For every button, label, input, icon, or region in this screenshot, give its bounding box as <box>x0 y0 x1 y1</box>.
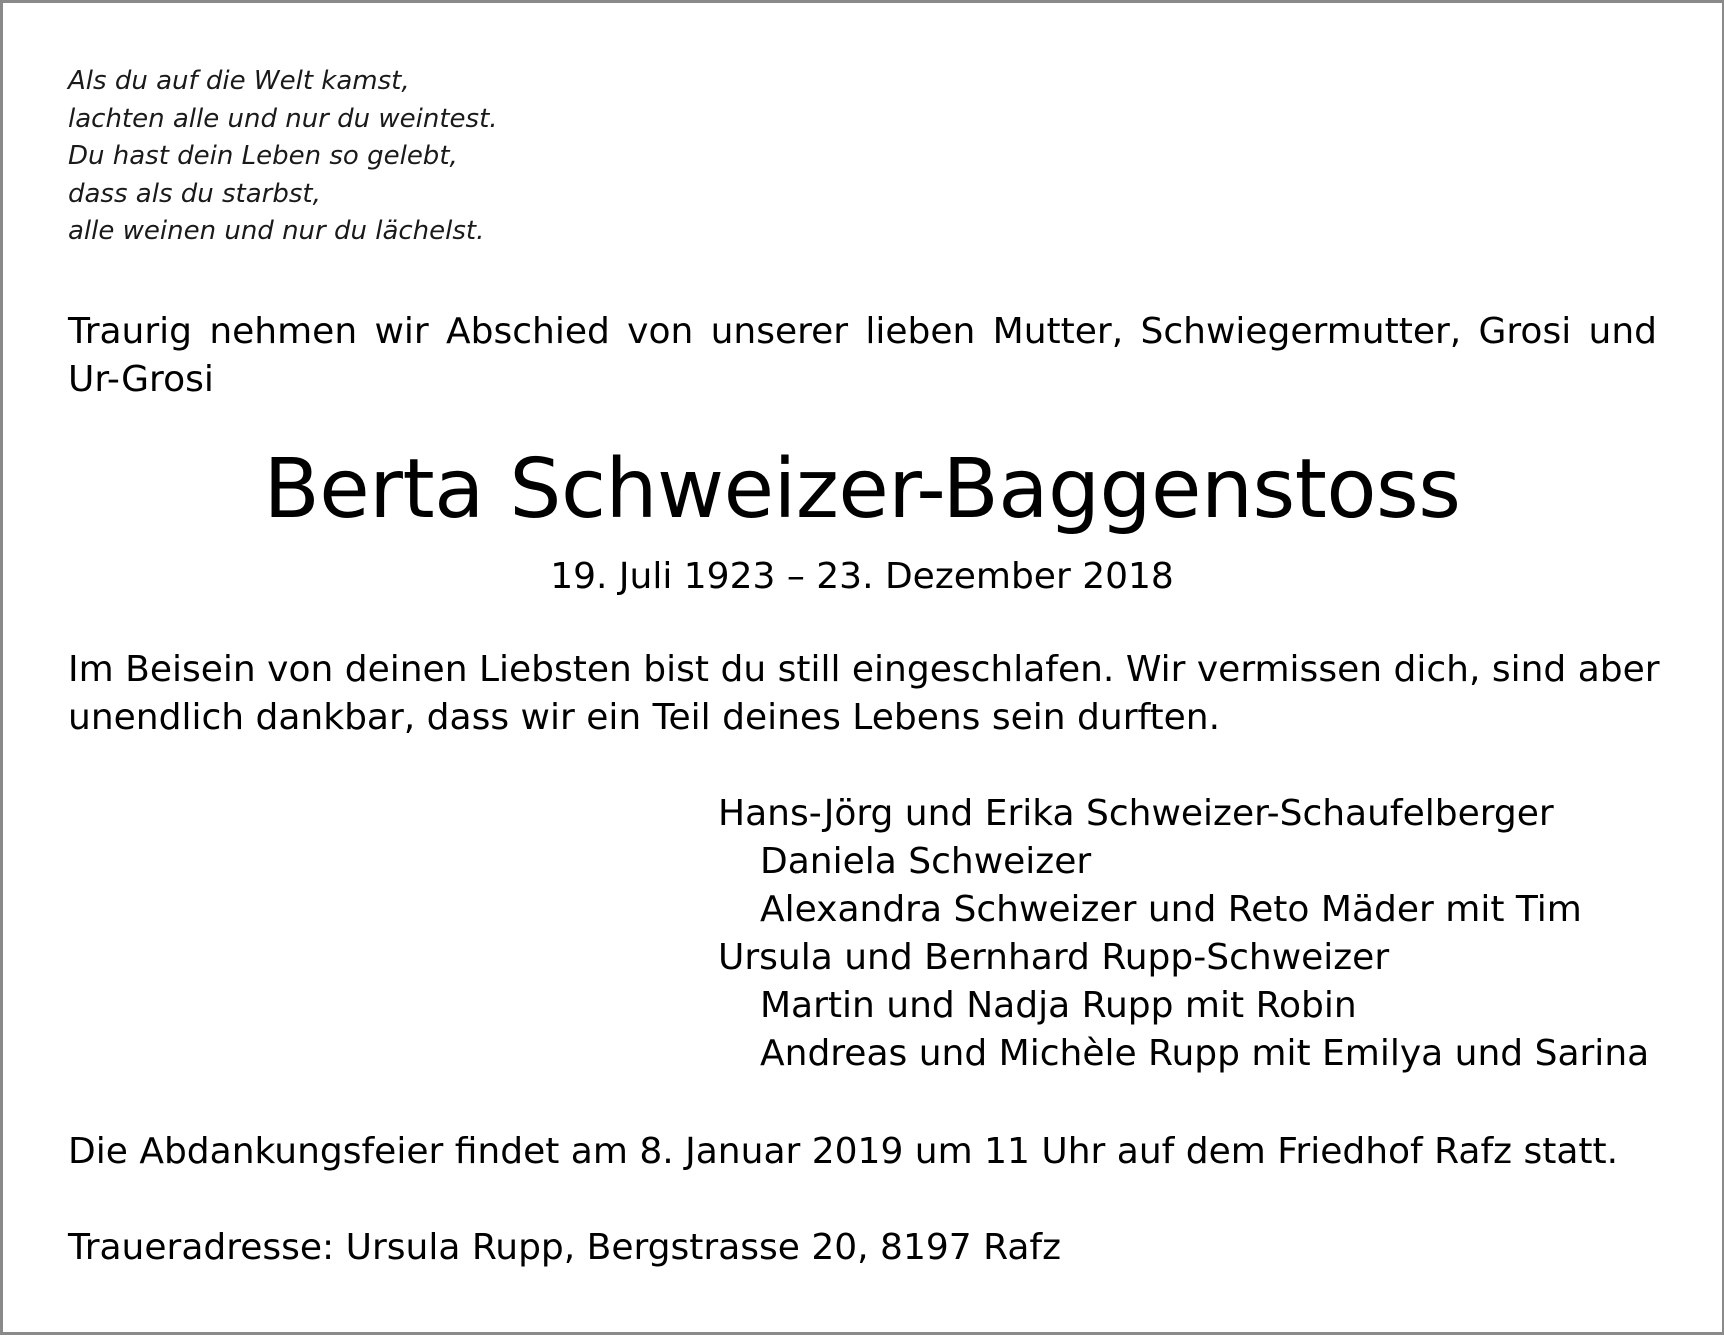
mourner-line: Daniela Schweizer <box>760 841 1092 882</box>
poem-line: Als du auf die Welt kamst, <box>68 66 410 96</box>
deceased-name: Berta Schweizer-Baggenstoss <box>263 442 1461 537</box>
intro-text: Traurig nehmen wir Abschied von unserer lieben Mutter, Schwiegermutter, Grosi und Ur-Grosi <box>68 311 1657 400</box>
poem <box>68 63 498 251</box>
mourner-line: Martin und Nadja Rupp mit Robin <box>760 985 1357 1026</box>
message-line: unendlich dankbar, dass wir ein Teil deines Lebens sein durften. <box>68 697 1221 738</box>
message-text <box>68 646 1660 742</box>
mourner-line: Hans-Jörg und Erika Schweizer-Schaufelberger <box>718 793 1554 834</box>
mourner-line: Andreas und Michèle Rupp mit Emilya und Sarina <box>760 1033 1650 1074</box>
life-dates: 19. Juli 1923 – 23. Dezember 2018 <box>550 556 1174 597</box>
poem-line: lachten alle und nur du weintest. <box>68 103 498 134</box>
ceremony-info: Die Abdankungsfeier findet am 8. Januar 2019 um 11 Uhr auf dem Friedhof Rafz statt. <box>68 1131 1619 1172</box>
message-line: Im Beisein von deinen Liebsten bist du still eingeschlafen. Wir vermissen dich, sind aber <box>68 649 1660 690</box>
mourner-line: Alexandra Schweizer und Reto Mäder mit Tim <box>760 889 1582 930</box>
mourners-list <box>718 790 1649 1078</box>
poem-line: Du hast dein Leben so gelebt, <box>68 141 458 171</box>
poem-line: dass als du starbst, <box>68 178 321 209</box>
poem-line: alle weinen und nur du lächelst. <box>68 216 485 246</box>
mourning-address: Traueradresse: Ursula Rupp, Bergstrasse 20, 8197 Rafz <box>68 1227 1061 1268</box>
mourner-line: Ursula und Bernhard Rupp-Schweizer <box>718 937 1390 978</box>
